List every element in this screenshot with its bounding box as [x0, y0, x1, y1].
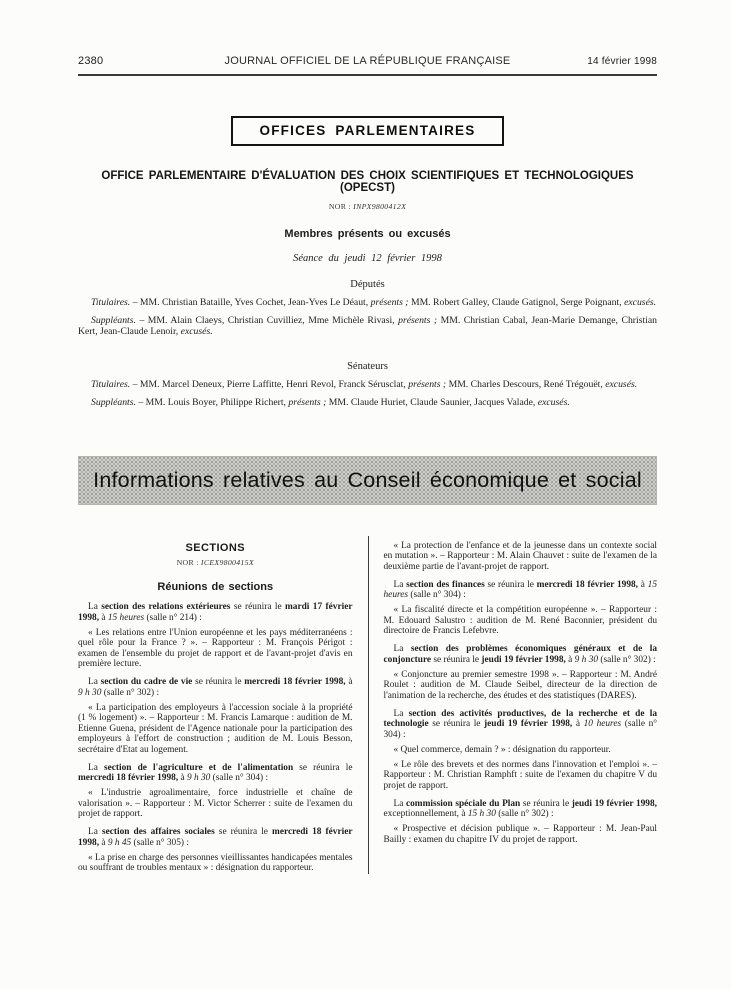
page-number: 2380	[78, 55, 104, 67]
sections-title: SECTIONS	[185, 542, 245, 554]
section-finances-paragraph: La section des finances se réunira le mercredi 18 février 1998, à 15 heures (salle n° 304) :	[383, 579, 657, 600]
running-head	[78, 55, 657, 67]
deputes-suppleants-paragraph: Suppléants. – MM. Alain Claeys, Christian Cuvilliez, Mme Michèle Rivasi, présents ; MM. Christian Cabal, Jean-Marie Demange, Christian Kert, Jean-Claude Lenoir, excusés.	[78, 315, 658, 337]
members-heading: Membres présents ou excusés	[284, 228, 451, 240]
section-affaires-sociales-paragraph: La section des affaires sociales se réunira le mercredi 18 février 1998, à 9 h 45 (salle n° 305) :	[78, 827, 353, 848]
affaires-sociales-detail-paragraph: « La prise en charge des personnes vieillissantes handicapées mentales ou souffrant de troubles mentaux » : désignation du rapporteur.	[78, 852, 353, 873]
section-cadre-de-vie-paragraph: La section du cadre de vie se réunira le mercredi 18 février 1998, à 9 h 30 (salle n° 302) :	[78, 677, 353, 698]
commission-speciale-plan-paragraph: La commission spéciale du Plan se réunira le jeudi 19 février 1998, exceptionnellement, à 15 h 30 (salle n° 302) :	[383, 798, 657, 819]
senateurs-titulaires-paragraph: Titulaires. – MM. Marcel Deneux, Pierre Laffitte, Henri Revol, Franck Sérusclat, présents ; MM. Charles Descours, René Trégouët, excusés.	[91, 379, 638, 390]
brevets-normes-paragraph: « Le rôle des brevets et des normes dans l'innovation et l'emploi ». – Rapporteur : M. Christian Ramphft : suite de l'examen du chapitre V du projet de rapport.	[383, 759, 657, 791]
header-rule	[78, 74, 657, 76]
reunions-subtitle: Réunions de sections	[157, 581, 274, 593]
protection-enfance-paragraph: « La protection de l'enfance et de la jeunesse dans un contexte social en mutation ». – Rapporteur : M. Alain Chauvet : suite de l'examen de la deuxième partie de l'avant-projet de rapport.	[383, 540, 657, 572]
agriculture-detail-paragraph: « L'industrie agroalimentaire, force industrielle et chaîne de valorisation ». – Rapporteur : M. Victor Scherrer : suite de l'examen du projet de rapport.	[78, 788, 353, 819]
journal-title: JOURNAL OFFICIEL DE LA RÉPUBLIQUE FRANÇAISE	[224, 55, 511, 67]
conseil-economique-banner-text: Informations relatives au Conseil économique et social	[93, 468, 642, 492]
offices-parlementaires-section	[78, 116, 657, 408]
deputes-heading: Députés	[350, 279, 385, 290]
section-agriculture-paragraph: La section de l'agriculture et de l'alimentation se réunira le mercredi 18 février 1998, à 9 h 30 (salle n° 304) :	[78, 762, 353, 783]
right-column	[368, 536, 658, 874]
section-activites-productives-paragraph: La section des activités productives, de la recherche et de la technologie se réunira le jeudi 19 février 1998, à 10 heures (salle n° 304) :	[383, 708, 657, 740]
cadre-de-vie-detail-paragraph: « La participation des employeurs à l'accession sociale à la propriété (1 % logement) ». – Rapporteur : M. Francis Lamarque : audition de M. Etienne Guena, président de l'Agence nationale pour la participation des employeurs à l'effort de construction ; audition de M. Louis Besson, secrétaire d'Etat au logement.	[78, 702, 353, 755]
section-banner-wrap	[78, 116, 657, 146]
relations-exterieures-detail-paragraph: « Les relations entre l'Union européenne et les pays méditerranéens : quel rôle pour la France ? ». – Rapporteur : M. François Périgot : examen de l'ensemble du projet de rapport et de l'avant-projet d'avis en première lecture.	[78, 627, 353, 669]
section-relations-exterieures-paragraph: La section des relations extérieures se réunira le mardi 17 février 1998, à 15 heures (salle n° 214) :	[78, 602, 353, 623]
quel-commerce-paragraph: « Quel commerce, demain ? » : désignation du rapporteur.	[393, 744, 611, 755]
conseil-economique-banner	[78, 456, 657, 505]
sections-nor-reference: NOR : ICEX9800415X	[176, 558, 254, 567]
prospective-decision-paragraph: « Prospective et décision publique ». – Rapporteur : M. Jean-Paul Bailly : examen du chapitre IV du projet de rapport.	[383, 824, 657, 845]
offices-parlementaires-box-title: OFFICES PARLEMENTAIRES	[231, 116, 505, 146]
session-date-line: Séance du jeudi 12 février 1998	[293, 253, 442, 264]
senateurs-heading: Sénateurs	[347, 361, 388, 372]
section-problemes-economiques-paragraph: La section des problèmes économiques généraux et de la conjoncture se réunira le jeudi 19 février 1998, à 9 h 30 (salle n° 302) :	[383, 644, 657, 665]
finances-detail-paragraph: « La fiscalité directe et la compétition européenne ». – Rapporteur : M. Edouard Salustro : audition de M. René Baconnier, président du directoire de Francis Lefebvre.	[383, 605, 657, 636]
issue-date: 14 février 1998	[587, 56, 657, 67]
conjoncture-detail-paragraph: « Conjoncture au premier semestre 1998 ». – Rapporteur : M. André Roulet : audition de M. Claude Seibel, directeur de la direction de l'animation de la recherche, des études et des statistiques (DARES).	[383, 669, 657, 701]
left-column	[78, 536, 368, 874]
opecst-title: OFFICE PARLEMENTAIRE D'ÉVALUATION DES CHOIX SCIENTIFIQUES ET TECHNOLOGIQUES (OPECST)	[101, 170, 634, 194]
sections-two-columns	[78, 536, 657, 874]
opecst-nor-reference: NOR : INPX9800412X	[328, 202, 407, 211]
senateurs-suppleants-paragraph: Suppléants. – MM. Louis Boyer, Philippe Richert, présents ; MM. Claude Huriet, Claude Saunier, Jacques Valade, excusés.	[91, 397, 570, 408]
deputes-titulaires-paragraph: Titulaires. – MM. Christian Bataille, Yves Cochet, Jean-Yves Le Déaut, présents ; MM. Robert Galley, Claude Gatignol, Serge Poignant, excusés.	[91, 297, 657, 308]
